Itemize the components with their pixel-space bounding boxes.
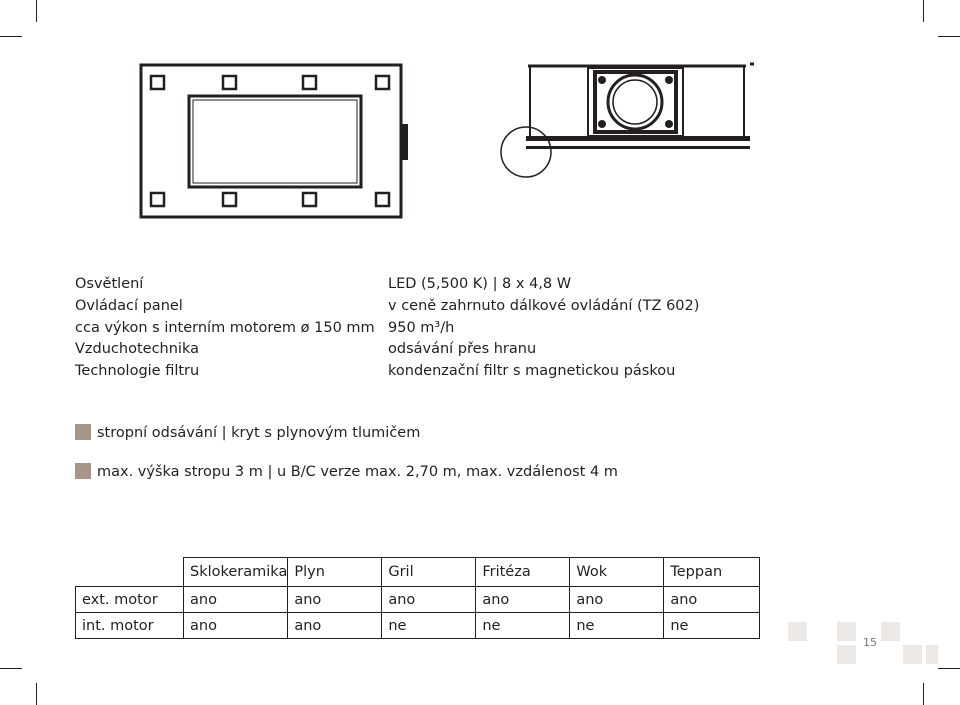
- spec-value: kondenzační filtr s magnetickou páskou: [388, 363, 676, 379]
- table-row-label: int. motor: [76, 613, 184, 639]
- spec-label: Osvětlení: [75, 276, 144, 292]
- table-header-row: [76, 558, 760, 587]
- table-header-cell: Fritéza: [476, 558, 570, 587]
- crop-mark: [923, 0, 924, 22]
- spec-value: v ceně zahrnuto dálkové ovládání (TZ 602): [388, 298, 700, 314]
- table-header-cell: Sklokeramika: [184, 558, 288, 587]
- spec-value: odsávání přes hranu: [388, 341, 537, 357]
- decorative-square: [837, 645, 856, 664]
- table-cell: ano: [184, 587, 288, 613]
- bullet-text: max. výška stropu 3 m | u B/C verze max. 2,70 m, max. vzdálenost 4 m: [97, 464, 618, 480]
- crop-mark: [0, 36, 22, 37]
- bullet-text: stropní odsávání | kryt s plynovým tlumičem: [97, 425, 421, 441]
- table-row: [76, 587, 760, 613]
- table-header-cell: Gril: [382, 558, 476, 587]
- cooktop-compatibility-table: [75, 557, 760, 639]
- spec-value: LED (5,500 K) | 8 x 4,8 W: [388, 276, 572, 292]
- crop-mark: [36, 0, 37, 22]
- decorative-square: [903, 645, 922, 664]
- decorative-square: [881, 622, 900, 641]
- crop-mark: [923, 683, 924, 705]
- table-cell: ano: [382, 587, 476, 613]
- table-cell: ne: [382, 613, 476, 639]
- crop-mark: [0, 668, 22, 669]
- crop-mark: [36, 683, 37, 705]
- decorative-square: [837, 622, 856, 641]
- page-number: 15: [863, 636, 877, 649]
- decorative-square: [926, 645, 938, 664]
- table-row: [76, 613, 760, 639]
- hood-section-drawing: [498, 58, 760, 186]
- table-cell: ano: [664, 587, 760, 613]
- spec-label: Vzduchotechnika: [75, 341, 199, 357]
- feature-bullet: [75, 424, 420, 442]
- table-cell: ne: [570, 613, 664, 639]
- spec-label: cca výkon s interním motorem ø 150 mm: [75, 320, 375, 336]
- hood-top-view-drawing: [136, 60, 411, 222]
- table-cell: ne: [476, 613, 570, 639]
- spec-value: 950 m³/h: [388, 320, 455, 336]
- table-header-cell: Plyn: [288, 558, 382, 587]
- table-cell: ano: [476, 587, 570, 613]
- table-cell: ne: [664, 613, 760, 639]
- feature-bullet: [75, 463, 618, 481]
- decorative-square: [788, 622, 807, 641]
- spec-label: Ovládací panel: [75, 298, 183, 314]
- table-header-cell: Teppan: [664, 558, 760, 587]
- table-header-cell: Wok: [570, 558, 664, 587]
- spec-label: Technologie filtru: [75, 363, 200, 379]
- bullet-square-icon: [75, 463, 91, 479]
- table-cell: ano: [288, 613, 382, 639]
- bullet-square-icon: [75, 424, 91, 440]
- table-cell: ano: [288, 587, 382, 613]
- crop-mark: [938, 668, 960, 669]
- table-cell: ano: [570, 587, 664, 613]
- table-header-cell: [76, 558, 184, 587]
- table-cell: ano: [184, 613, 288, 639]
- table-row-label: ext. motor: [76, 587, 184, 613]
- crop-mark: [938, 36, 960, 37]
